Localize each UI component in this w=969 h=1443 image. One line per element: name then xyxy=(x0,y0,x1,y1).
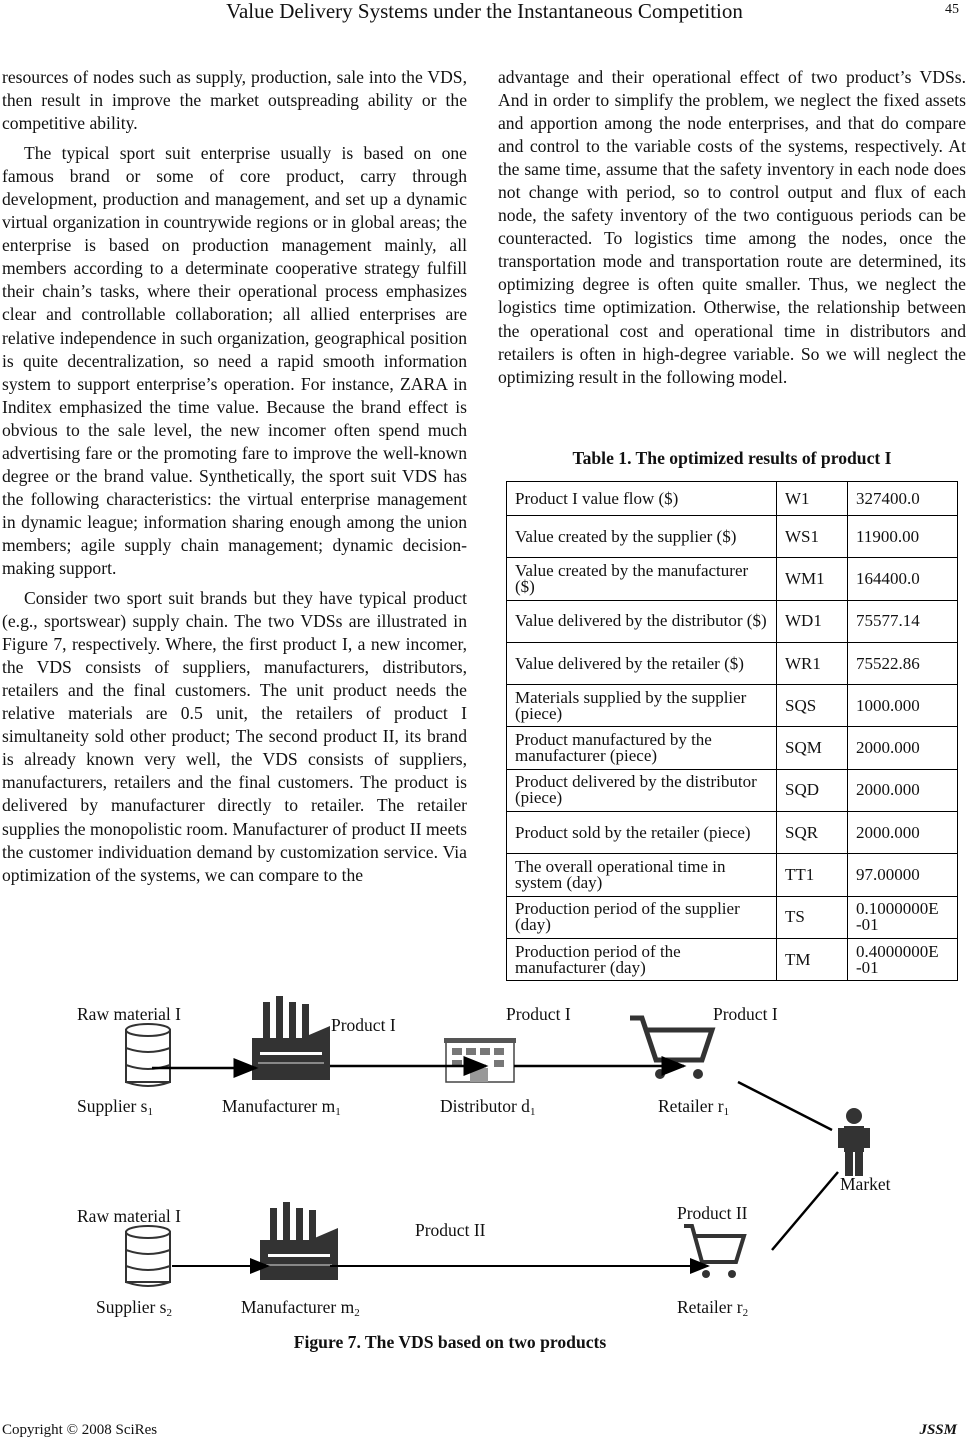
table-cell-value: 11900.00 xyxy=(848,516,958,558)
table-cell-symbol: WM1 xyxy=(777,558,848,600)
table-cell-label: Value created by the supplier ($) xyxy=(507,516,777,558)
label-product-i-a: Product I xyxy=(331,1015,396,1035)
right-paragraph-1: advantage and their operational effect of two product’s VDSs. And in order to simplify the problem, we neglect the fixed assets and apportion among the node enterprises, and that do compare and control to the variable costs of the systems, respectively. At the same time, assume that the safety inventory in each node does not change with period, so to control output and flux of each node, the safety inventory of the two contiguous periods can be counteracted. To logistics time among the nodes, once the transportation mode and transportation route are determined, its optimizing degree is often quite smaller. Thus, we neglect the logistics time optimization. Otherwise, the relationship between the operational cost and operational time in distributors and retailers is often in high-degree variable. So we will neglect the optimizing result in the following model. xyxy=(498,67,966,387)
figure-caption: Figure 7. The VDS based on two products xyxy=(293,1332,607,1352)
table-cell-label: Materials supplied by the supplier (piece) xyxy=(507,685,777,727)
table-cell-label: Production period of the manufacturer (day) xyxy=(507,938,777,980)
footer-journal: JSSM xyxy=(919,1422,957,1438)
table-row xyxy=(507,727,958,769)
table-cell-value: 2000.000 xyxy=(848,727,958,769)
running-header-title: Value Delivery Systems under the Instantaneous Competition xyxy=(226,0,743,23)
table-row xyxy=(507,938,958,980)
left-paragraph-2: The typical sport suit enterprise usually is based on one famous brand or some of core product, carry through development, production and management, and set up a dynamic virtual organization in countrywide regions or in global areas; the enterprise is based on production management mainly, all members according to a determinate cooperative strategy fulfill their chain’s tasks, where their operational process emphasizes clear and controllable collaboration; all allied enterprises are relative independence in such organization, geographical position is quite decentralization, so need a rapid smooth information system to support enterprise’s operation. For instance, ZARA in Inditex emphasized the time value. Because the brand effect is obvious to the sale level, the new incomer often spend much advertising fare or the promoting fare to improve the well-known degree or the brand value. Synthetically, the sport suit VDS has the following characteristics: the virtual enterprise management in dynamic league; information sharing enough among the union members; agile supply chain management; dynamic decision-making support. xyxy=(2,143,467,578)
table-cell-symbol: WS1 xyxy=(777,516,848,558)
label-market: Market xyxy=(840,1174,891,1194)
table-cell-value: 164400.0 xyxy=(848,558,958,600)
table-cell-value: 2000.000 xyxy=(848,812,958,854)
left-column xyxy=(2,66,467,887)
table-row xyxy=(507,558,958,600)
left-paragraph-3: Consider two sport suit brands but they have typical product (e.g., sportswear) supply chain. The two VDSs are illustrated in Figure 7, respectively. Where, the first product I, a new incomer, the VDS consists of suppliers, manufacturers, distributors, retailers and the final customers. The unit product needs the relative materials are 0.5 unit, the retailers of product I simultaneity sold other product; The second product II, its brand is already known very well, the VDS consists of suppliers, manufacturers, retailers and the final customers. The product is delivered by manufacturer directly to retailer. The retailer supplies the monopolistic room. Manufacturer of product II meets the customer individuation demand by customization service. Via optimization of the systems, we can compare to the xyxy=(2,588,467,885)
table-cell-value: 0.1000000E -01 xyxy=(848,896,958,938)
table-cell-value: 75522.86 xyxy=(848,642,958,684)
table-cell-label: Product delivered by the distributor (piece) xyxy=(507,769,777,811)
table-cell-symbol: WR1 xyxy=(777,642,848,684)
label-raw-material-2: Raw material I xyxy=(77,1206,181,1226)
table-cell-symbol: SQM xyxy=(777,727,848,769)
arrow-retailer2-to-market xyxy=(772,1172,838,1250)
table-cell-label: Product sold by the retailer (piece) xyxy=(507,812,777,854)
label-retailer-2: Retailer r2 xyxy=(677,1297,749,1319)
table-cell-symbol: WD1 xyxy=(777,600,848,642)
arrow-retailer1-to-market xyxy=(738,1082,832,1130)
table-cell-symbol: TM xyxy=(777,938,848,980)
label-supplier-2: Supplier s2 xyxy=(96,1297,172,1319)
table-cell-value: 75577.14 xyxy=(848,600,958,642)
database-icon-supplier-2 xyxy=(126,1226,170,1286)
table-row xyxy=(507,600,958,642)
results-table xyxy=(506,481,958,981)
table-cell-value: 0.4000000E -01 xyxy=(848,938,958,980)
label-manufacturer-2: Manufacturer m2 xyxy=(241,1297,360,1319)
cart-icon-retailer-2 xyxy=(684,1226,744,1278)
table-row xyxy=(507,516,958,558)
person-icon-market xyxy=(838,1108,870,1176)
factory-icon-manufacturer-2 xyxy=(260,1202,338,1280)
table-row xyxy=(507,854,958,896)
label-retailer-1: Retailer r1 xyxy=(658,1096,730,1118)
table-cell-label: Product I value flow ($) xyxy=(507,482,777,516)
table-caption: Table 1. The optimized results of product I xyxy=(572,448,892,468)
table-cell-label: Value delivered by the distributor ($) xyxy=(507,600,777,642)
table-row xyxy=(507,812,958,854)
table-cell-value: 327400.0 xyxy=(848,482,958,516)
table-cell-symbol: SQD xyxy=(777,769,848,811)
table-cell-value: 1000.000 xyxy=(848,685,958,727)
table-row xyxy=(507,896,958,938)
database-icon-supplier-1 xyxy=(126,1024,170,1086)
factory-icon-manufacturer-1 xyxy=(252,996,330,1080)
table-cell-label: Product manufactured by the manufacturer (piece) xyxy=(507,727,777,769)
label-product-ii-a: Product II xyxy=(415,1220,486,1240)
table-cell-label: Value delivered by the retailer ($) xyxy=(507,642,777,684)
building-icon-distributor-1 xyxy=(444,1038,516,1082)
table-cell-value: 97.00000 xyxy=(848,854,958,896)
table-row xyxy=(507,685,958,727)
label-raw-material-1: Raw material I xyxy=(77,1004,181,1024)
table-row xyxy=(507,642,958,684)
page-number: 45 xyxy=(945,2,959,17)
table-cell-symbol: SQR xyxy=(777,812,848,854)
table-row xyxy=(507,769,958,811)
table-cell-value: 2000.000 xyxy=(848,769,958,811)
right-column xyxy=(498,66,966,389)
label-product-i-b: Product I xyxy=(506,1004,571,1024)
label-product-ii-b: Product II xyxy=(677,1203,748,1223)
table-cell-label: Value created by the manufacturer ($) xyxy=(507,558,777,600)
label-supplier-1: Supplier s1 xyxy=(77,1096,153,1118)
figure-vds-diagram xyxy=(0,990,969,1330)
label-manufacturer-1: Manufacturer m1 xyxy=(222,1096,341,1118)
footer-copyright: Copyright © 2008 SciRes xyxy=(2,1422,158,1438)
table-cell-label: Production period of the supplier (day) xyxy=(507,896,777,938)
table-cell-symbol: W1 xyxy=(777,482,848,516)
table-cell-label: The overall operational time in system (day) xyxy=(507,854,777,896)
label-product-i-c: Product I xyxy=(713,1004,778,1024)
table-cell-symbol: SQS xyxy=(777,685,848,727)
left-paragraph-1: resources of nodes such as supply, production, sale into the VDS, then result in improve the market outspreading ability or the competitive ability. xyxy=(2,67,467,134)
table-cell-symbol: TT1 xyxy=(777,854,848,896)
table-cell-symbol: TS xyxy=(777,896,848,938)
label-distributor-1: Distributor d1 xyxy=(440,1096,536,1118)
table-row xyxy=(507,482,958,516)
cart-icon-retailer-1 xyxy=(630,1018,712,1079)
